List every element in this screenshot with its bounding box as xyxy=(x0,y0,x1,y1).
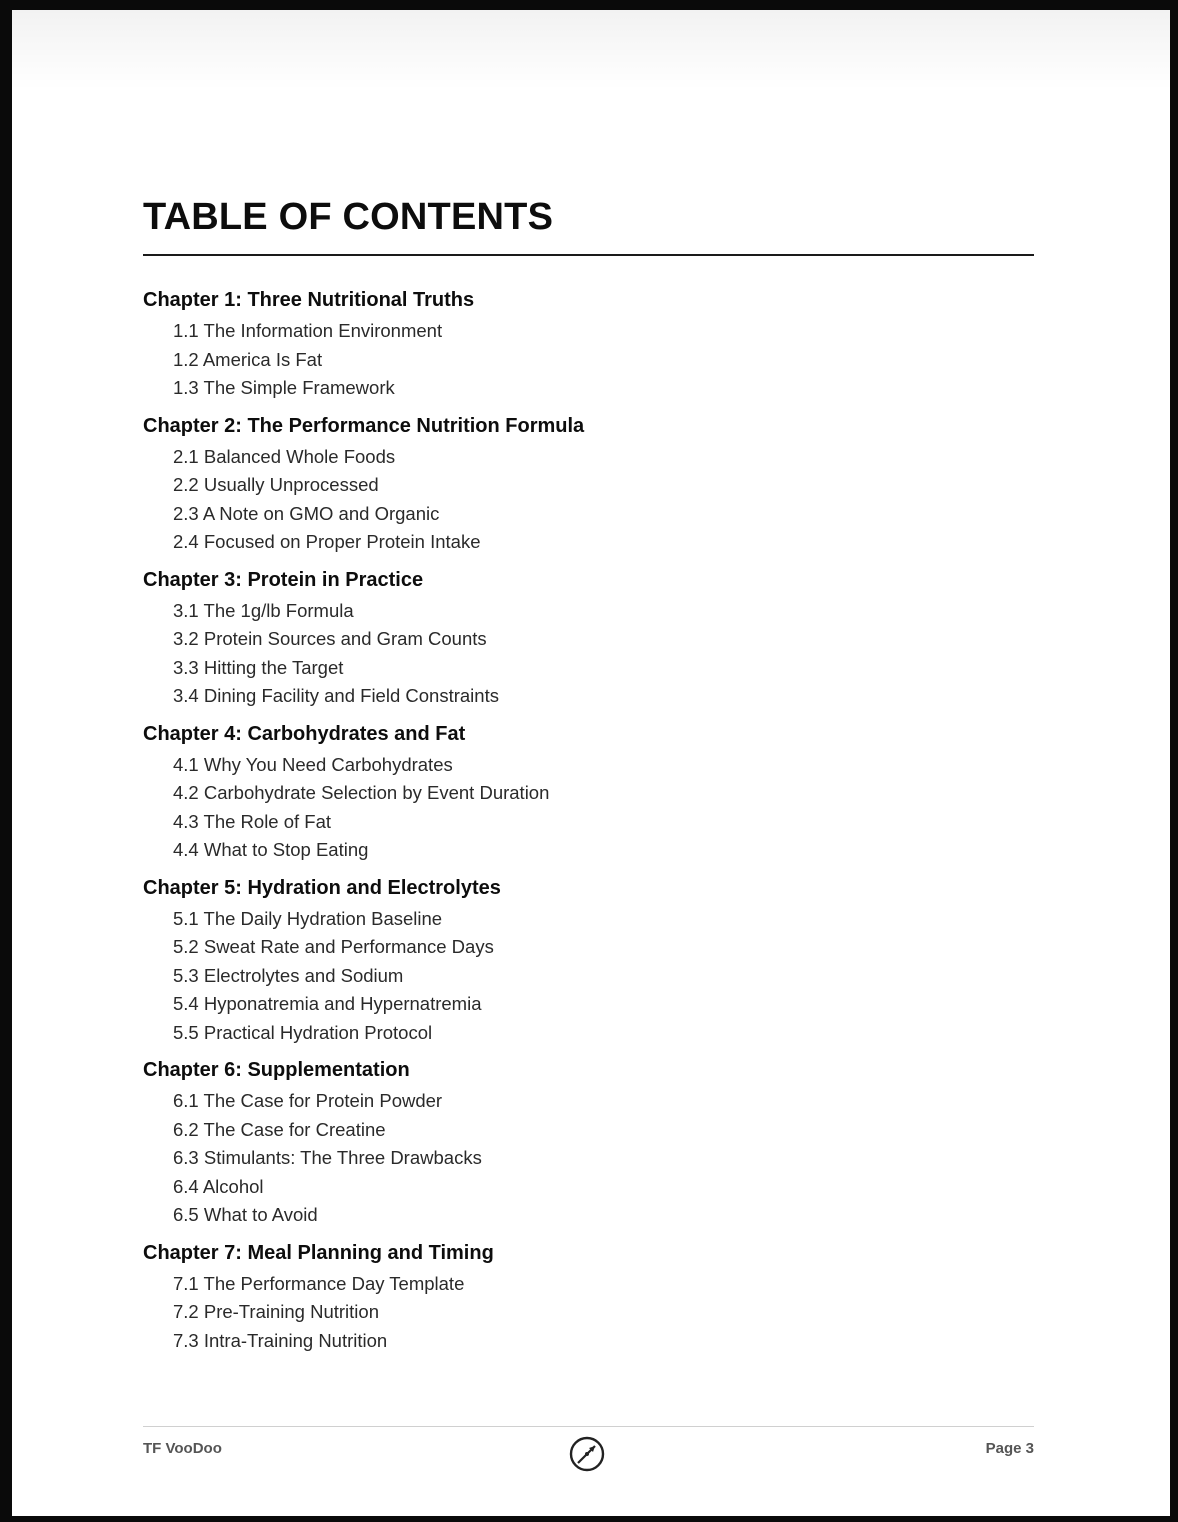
toc-chapter-7 xyxy=(143,1239,1034,1356)
chapter-heading[interactable]: Chapter 2: The Performance Nutrition Formula xyxy=(143,414,585,437)
section-item[interactable]: 1.1 The Information Environment xyxy=(173,320,443,341)
section-item[interactable]: 4.4 What to Stop Eating xyxy=(173,839,369,860)
section-item[interactable]: 5.4 Hyponatremia and Hypernatremia xyxy=(173,993,482,1014)
toc-chapter-6 xyxy=(143,1056,1034,1230)
footer-divider xyxy=(143,1426,1034,1427)
section-item[interactable]: 5.1 The Daily Hydration Baseline xyxy=(173,907,443,929)
section-item[interactable]: 5.3 Electrolytes and Sodium xyxy=(173,964,404,986)
section-item[interactable]: 4.1 Why You Need Carbohydrates xyxy=(173,753,453,775)
section-item[interactable]: 3.4 Dining Facility and Field Constraints xyxy=(173,685,499,706)
page-top-shadow xyxy=(12,10,1170,90)
toc-chapter-2 xyxy=(143,412,1034,557)
section-item[interactable]: 3.2 Protein Sources and Gram Counts xyxy=(173,628,487,649)
chapter-heading[interactable]: Chapter 6: Supplementation xyxy=(143,1059,410,1081)
toc-chapter-5 xyxy=(143,874,1034,1048)
section-item[interactable]: 2.4 Focused on Proper Protein Intake xyxy=(173,531,481,552)
section-item[interactable]: 7.2 Pre-Training Nutrition xyxy=(173,1301,379,1322)
section-item[interactable]: 4.2 Carbohydrate Selection by Event Duration xyxy=(173,782,550,803)
section-item[interactable]: 2.3 A Note on GMO and Organic xyxy=(173,502,440,524)
page-number: Page 3 xyxy=(985,1440,1034,1457)
section-item[interactable]: 6.4 Alcohol xyxy=(173,1175,264,1197)
section-item[interactable]: 5.2 Sweat Rate and Performance Days xyxy=(173,936,494,957)
section-item[interactable]: 6.2 The Case for Creatine xyxy=(173,1118,386,1140)
chapter-heading[interactable]: Chapter 4: Carbohydrates and Fat xyxy=(143,722,466,745)
section-item[interactable]: 3.1 The 1g/lb Formula xyxy=(173,599,354,621)
section-item[interactable]: 2.1 Balanced Whole Foods xyxy=(173,445,396,467)
chapter-heading[interactable]: Chapter 3: Protein in Practice xyxy=(143,568,424,591)
section-item[interactable]: 3.3 Hitting the Target xyxy=(173,656,344,678)
section-item[interactable]: 6.3 Stimulants: The Three Drawbacks xyxy=(173,1147,482,1168)
section-item[interactable]: 7.3 Intra-Training Nutrition xyxy=(173,1329,388,1351)
chapter-heading[interactable]: Chapter 7: Meal Planning and Timing xyxy=(143,1241,494,1264)
section-item[interactable]: 2.2 Usually Unprocessed xyxy=(173,474,379,495)
section-item[interactable]: 5.5 Practical Hydration Protocol xyxy=(173,1021,433,1043)
toc-chapter-3 xyxy=(143,566,1034,711)
table-of-contents xyxy=(143,286,1034,1364)
section-item[interactable]: 6.5 What to Avoid xyxy=(173,1204,318,1225)
toc-chapter-1 xyxy=(143,286,1034,403)
footer-brand: TF VooDoo xyxy=(143,1440,222,1457)
section-item[interactable]: 4.3 The Role of Fat xyxy=(173,810,332,832)
compass-icon xyxy=(568,1435,606,1473)
title-divider xyxy=(143,254,1034,256)
chapter-heading[interactable]: Chapter 5: Hydration and Electrolytes xyxy=(143,876,501,899)
section-item[interactable]: 6.1 The Case for Protein Powder xyxy=(173,1090,443,1111)
chapter-heading[interactable]: Chapter 1: Three Nutritional Truths xyxy=(143,289,475,311)
section-item[interactable]: 1.3 The Simple Framework xyxy=(173,377,395,398)
page-title: TABLE OF CONTENTS xyxy=(143,196,554,238)
section-item[interactable]: 1.2 America Is Fat xyxy=(173,348,323,370)
toc-chapter-4 xyxy=(143,720,1034,865)
section-item[interactable]: 7.1 The Performance Day Template xyxy=(173,1272,465,1294)
